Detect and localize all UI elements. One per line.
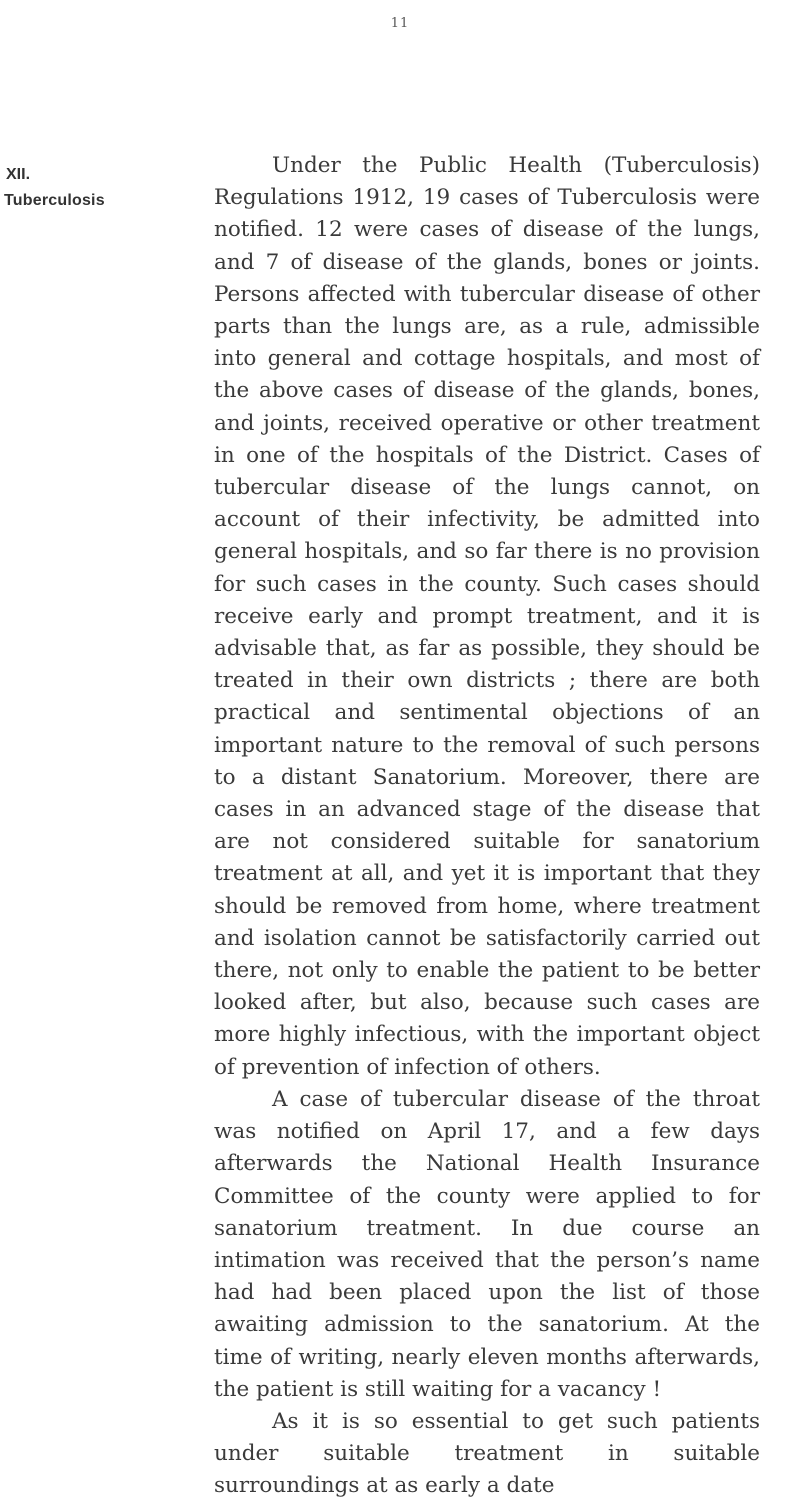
section-numeral: XII. xyxy=(6,166,31,183)
paragraph-throat-case: A case of tubercular disease of the throat was notified on April 17, and a few days afterwards the National Health Insurance Committee of the county were applied to for sanatorium treatment. In due course an intimation was received that the person’s name had had been placed upon the list of those awaiting admission to the sanatorium. At the time of writing, nearly eleven months afterwards, the patient is still waiting for a vacancy ! xyxy=(214,1086,760,1402)
paragraph-early-treatment: As it is so essential to get such patients under suitable treatment in suitable surroundings at as early a date xyxy=(214,1408,760,1499)
paragraph-notifications: Under the Public Health (Tuberculosis) Regulations 1912, 19 cases of Tuberculosis were notified. 12 were cases of disease of the lungs, and 7 of disease of the glands, bones or joints. Persons affected with tubercular disease of other parts than the lungs are, as a rule, admissible into general and cottage hospitals, and most of the above cases of disease of the glands, bones, and joints, received operative or other treatment in one of the hospitals of the District. Cases of tubercular disease of the lungs cannot, on account of their infectivity, be admitted into general hospitals, and so far there is no provision for such cases in the county. Such cases should receive early and prompt treatment, and it is advisable that, as far as possible, they should be treated in their own districts ; there are both practical and sentimental objections of an important nature to the removal of such persons to a distant Sanatorium. Moreover, there are cases in an advanced stage of the disease that are not considered suitable for sanatorium treatment at all, and yet it is important that they should be removed from home, where treatment and isolation cannot be satisfactorily carried out there, not only to enable the patient to be better looked after, but also, because such cases are more highly infectious, with the important object of prevention of infection of others. xyxy=(214,153,760,1080)
section-title: Tuberculosis xyxy=(4,192,105,209)
page-number: 11 xyxy=(390,16,410,31)
body-text xyxy=(214,150,760,1503)
